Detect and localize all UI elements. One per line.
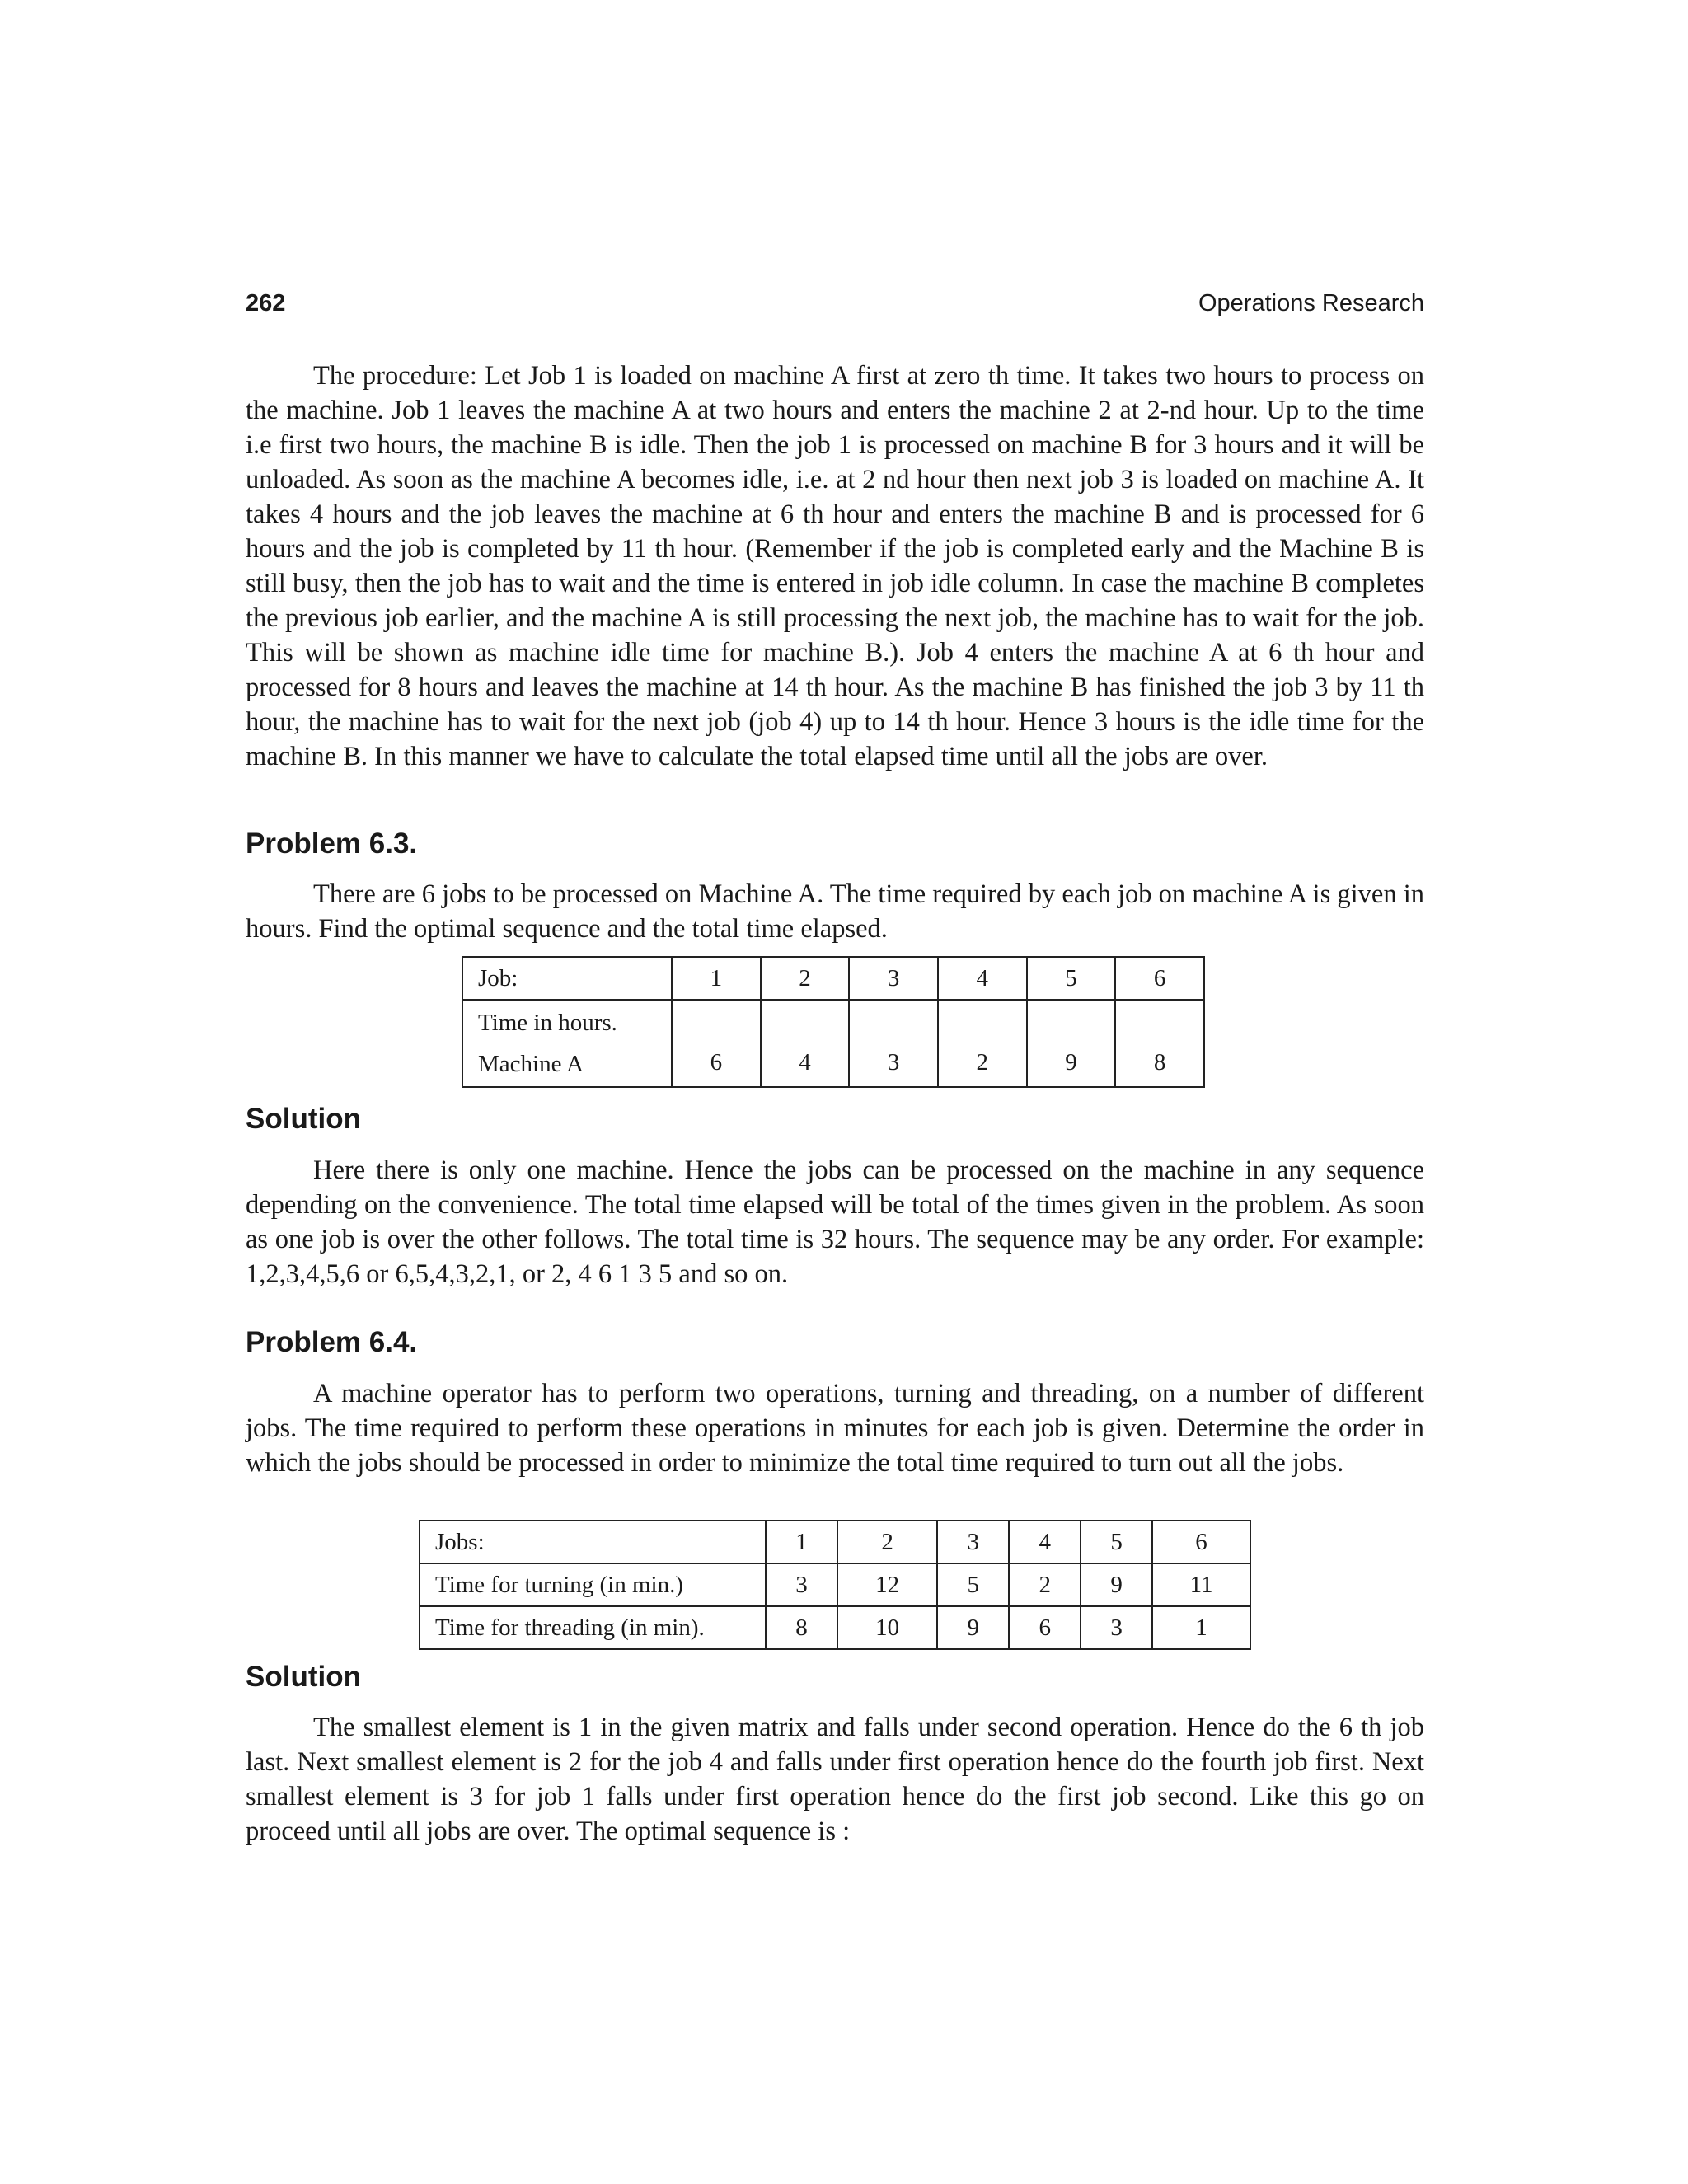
- row-label-time-line2: Machine A: [478, 1051, 584, 1077]
- problem-6-4-heading: Problem 6.4.: [246, 1326, 418, 1358]
- solution-6-3-section: [246, 1101, 1424, 1137]
- problem-6-3-heading: Problem 6.3.: [246, 827, 418, 860]
- turning-cell: 11: [1152, 1563, 1250, 1606]
- solution-6-4-section: [246, 1659, 1424, 1695]
- job-cell: 1: [672, 957, 761, 1000]
- table-row: [462, 1000, 1204, 1087]
- solution-6-3-body: [246, 1153, 1424, 1291]
- problem-6-3-statement: [246, 877, 1424, 946]
- turning-cell: 3: [766, 1563, 837, 1606]
- table-row: [420, 1521, 1250, 1563]
- row-label-jobs: Jobs:: [420, 1521, 766, 1563]
- solution-6-3-text: Here there is only one machine. Hence the jobs can be processed on the machine in any sequence depending on the convenience. The total time elapsed will be total of the times given in the problem. As soon as one job is over the other follows. The total time is 32 hours. The sequence may be any order. For example: 1,2,3,4,5,6 or 6,5,4,3,2,1, or 2, 4 6 1 3 5 and so on.: [246, 1155, 1424, 1289]
- solution-6-4-text: The smallest element is 1 in the given matrix and falls under second operation. Hence do the 6 th job last. Next smallest element is 2 for the job 4 and falls under first operation hence do the fourth job first. Next smallest element is 3 for job 1 falls under first operation hence do the first job second. Like this go on proceed until all jobs are over. The optimal sequence is :: [246, 1713, 1424, 1846]
- solution-6-4-body: [246, 1710, 1424, 1849]
- threading-cell: 1: [1152, 1606, 1250, 1649]
- job-cell: 3: [849, 957, 938, 1000]
- problem-6-4-text: A machine operator has to perform two operations, turning and threading, on a number of different jobs. The time required to perform these operations in minutes for each job is given. Determine the order in which the jobs should be processed in order to minimize the total time required to turn out all the jobs.: [246, 1379, 1424, 1478]
- solution-6-4-heading: Solution: [246, 1661, 361, 1693]
- table-row: [420, 1563, 1250, 1606]
- time-cell: 6: [672, 1000, 761, 1087]
- operations-table: [419, 1520, 1251, 1650]
- problem-6-3-section: [246, 826, 1424, 862]
- problem-6-3-text: There are 6 jobs to be processed on Machine A. The time required by each job on machine A is given in hours. Find the optimal sequence and the total time elapsed.: [246, 879, 1424, 944]
- row-label-time-line1: Time in hours.: [478, 1010, 617, 1036]
- job-cell: 2: [837, 1521, 937, 1563]
- job-times-table: [462, 956, 1205, 1088]
- solution-6-3-heading: Solution: [246, 1103, 361, 1135]
- row-label-time: [462, 1000, 672, 1087]
- running-title: Operations Research: [1198, 290, 1424, 316]
- time-cell: 8: [1115, 1000, 1204, 1087]
- row-label-threading: Time for threading (in min).: [420, 1606, 766, 1649]
- problem-6-4-section: [246, 1324, 1424, 1361]
- threading-cell: 6: [1009, 1606, 1081, 1649]
- turning-cell: 5: [937, 1563, 1009, 1606]
- page-header: [246, 290, 1424, 323]
- problem-6-4-statement: [246, 1376, 1424, 1480]
- threading-cell: 9: [937, 1606, 1009, 1649]
- turning-cell: 9: [1081, 1563, 1152, 1606]
- job-cell: 5: [1081, 1521, 1152, 1563]
- threading-cell: 10: [837, 1606, 937, 1649]
- page-number: 262: [246, 290, 286, 316]
- intro-paragraph: The procedure: Let Job 1 is loaded on machine A first at zero th time. It takes two hours to process on the machine. Job 1 leaves the machine A at two hours and enters the machine 2 at 2-nd hour. Up to the time i.e first two hours, the machine B is idle. Then the job 1 is processed on machine B for 3 hours and it will be unloaded. As soon as the machine A becomes idle, i.e. at 2 nd hour then next job 3 is loaded on machine A. It takes 4 hours and the job leaves the machine at 6 th hour and enters the machine B and is processed for 6 hours and the job is completed by 11 th hour. (Remember if the job is completed early and the Machine B is still busy, then the job has to wait and the time is entered in job idle column. In case the machine B completes the previous job earlier, and the machine A is still processing the next job, the machine has to wait for the job. This will be shown as machine idle time for machine B.). Job 4 enters the machine A at 6 th hour and processed for 8 hours and leaves the machine at 14 th hour. As the machine B has finished the job 3 by 11 th hour, the machine has to wait for the next job (job 4) up to 14 th hour. Hence 3 hours is the idle time for the machine B. In this manner we have to calculate the total elapsed time until all the jobs are over.: [246, 361, 1424, 771]
- job-cell: 6: [1152, 1521, 1250, 1563]
- threading-cell: 8: [766, 1606, 837, 1649]
- time-cell: 2: [938, 1000, 1027, 1087]
- turning-cell: 2: [1009, 1563, 1081, 1606]
- job-cell: 4: [938, 957, 1027, 1000]
- time-cell: 3: [849, 1000, 938, 1087]
- job-cell: 6: [1115, 957, 1204, 1000]
- time-cell: 4: [761, 1000, 850, 1087]
- row-label-job: Job:: [462, 957, 672, 1000]
- turning-cell: 12: [837, 1563, 937, 1606]
- job-cell: 3: [937, 1521, 1009, 1563]
- table-row: [462, 957, 1204, 1000]
- intro-section: [246, 359, 1424, 774]
- page: [246, 0, 1424, 2184]
- row-label-turning: Time for turning (in min.): [420, 1563, 766, 1606]
- job-cell: 5: [1027, 957, 1116, 1000]
- job-cell: 1: [766, 1521, 837, 1563]
- job-cell: 2: [761, 957, 850, 1000]
- time-cell: 9: [1027, 1000, 1116, 1087]
- table-row: [420, 1606, 1250, 1649]
- job-cell: 4: [1009, 1521, 1081, 1563]
- threading-cell: 3: [1081, 1606, 1152, 1649]
